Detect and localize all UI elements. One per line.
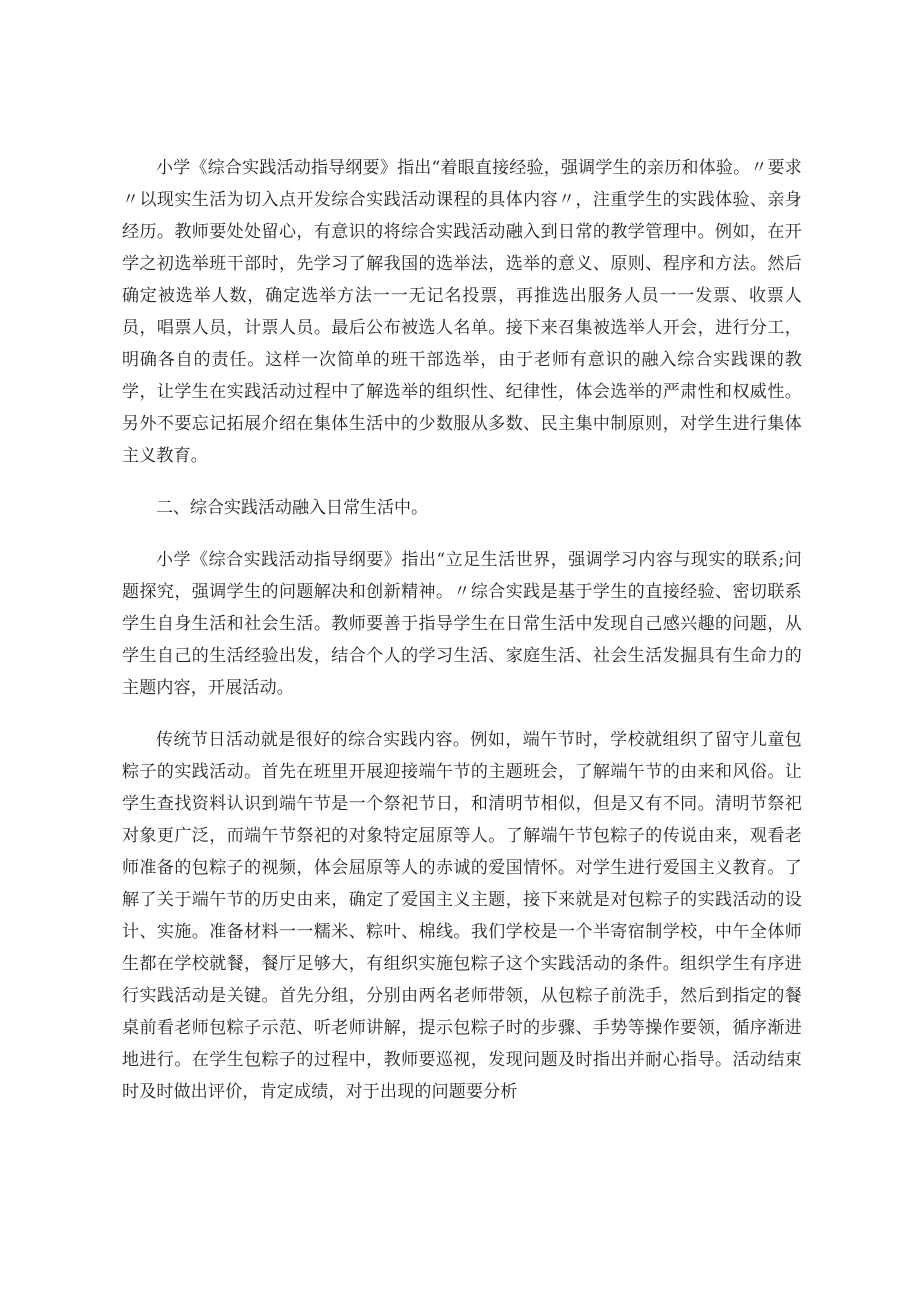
body-paragraph-3: 传统节日活动就是很好的综合实践内容。例如，端午节时，学校就组织了留守儿童包粽子的实践活动。首先在班里开展迎接端午节的主题班会，了解端午节的由来和风俗。让学生查找资料认识到端午节是一个祭祀节日，和清明节相似，但是又有不同。清明节祭祀对象更广泛，而端午节祭祀的对象特定屈原等人。了解端午节包粽子的传说由来，观看老师准备的包粽子的视频，体会屈原等人的赤诚的爱国情怀。对学生进行爱国主义教育。了解了关于端午节的历史由来，确定了爱国主义主题，接下来就是对包粽子的实践活动的设计、实施。准备材料一一糯米、粽叶、棉线。我们学校是一个半寄宿制学校，中午全体师生都在学校就餐，餐厅足够大，有组织实施包粽子这个实践活动的条件。组织学生有序进行实践活动是关键。首先分组，分别由两名老师带领，从包粽子前洗手，然后到指定的餐桌前看老师包粽子示范、听老师讲解，提示包粽子时的步骤、手势等操作要领，循序渐进地进行。在学生包粽子的过程中，教师要巡视，发现问题及时指出并耐心指导。活动结束时及时做出评价，肯定成绩，对于出现的问题要分析 (122, 730, 802, 1102)
body-paragraph-1: 小学《综合实践活动指导纲要》指出“着眼直接经验，强调学生的亲历和体验。〃要求〃以现实生活为切入点开发综合实践活动课程的具体内容〃，注重学生的实践体验、亲身经历。教师要处处留心，有意识的将综合实践活动融入到日常的教学管理中。例如，在开学之初选举班干部时，先学习了解我国的选举法，选举的意义、原则、程序和方法。然后确定被选举人数，确定选举方法一一无记名投票，再推选出服务人员一一发票、收票人员，唱票人员，计票人员。最后公布被选人名单。接下来召集被选举人开会，进行分工，明确各自的责任。这样一次简单的班干部选举，由于老师有意识的融入综合实践课的教学，让学生在实践活动过程中了解选举的组织性、纪律性，体会选举的严肃性和权威性。另外不要忘记拓展介绍在集体生活中的少数服从多数、民主集中制原则，对学生进行集体主义教育。 (122, 158, 802, 466)
section-heading: 二、综合实践活动融入日常生活中。 (156, 498, 428, 518)
document-body (122, 152, 802, 1108)
body-paragraph-2: 小学《综合实践活动指导纲要》指出“立足生活世界，强调学习内容与现实的联系;问题探究，强调学生的问题解决和创新精神。〃综合实践是基于学生的直接经验、密切联系学生自身生活和社会生活。教师要善于指导学生在日常生活中发现自己感兴趣的问题，从学生自己的生活经验出发，结合个人的学习生活、家庭生活、社会生活发掘具有生命力的主题内容，开展活动。 (122, 550, 802, 698)
